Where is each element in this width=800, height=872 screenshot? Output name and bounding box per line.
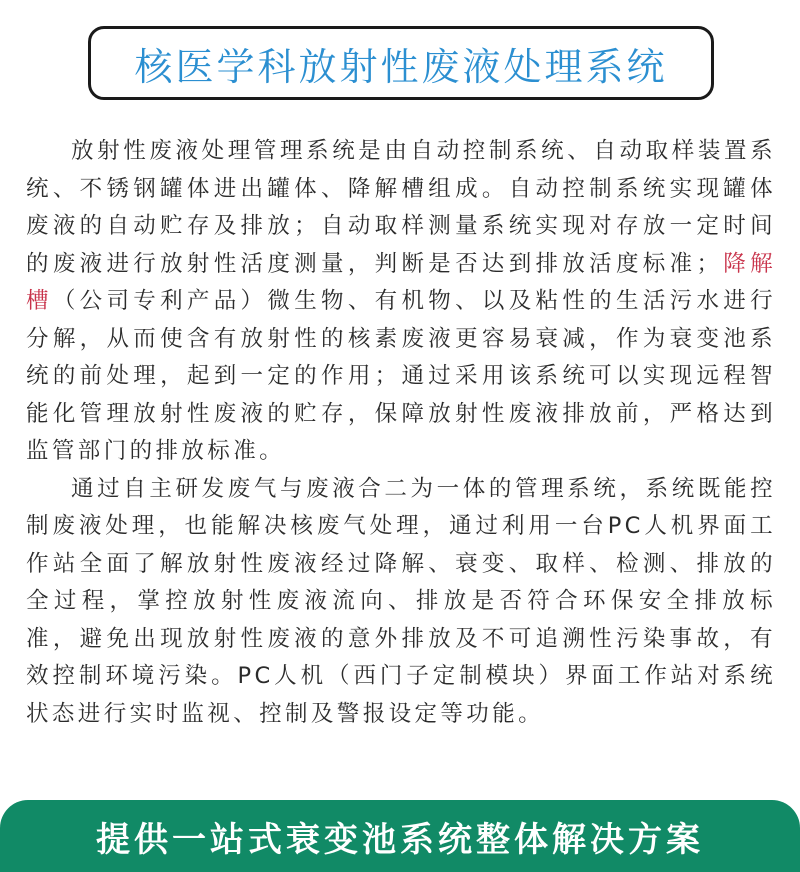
paragraph-1-text-after: （公司专利产品）微生物、有机物、以及粘性的生活污水进行分解，从而使含有放射性的核素废液更容易衰减，作为衰变池系统的前处理，起到一定的作用；通过采用该系统可以实现远程智能化管理放射性废液的贮存，保障放射性废液排放前，严格达到监管部门的排放标准。 bbox=[26, 288, 776, 464]
article-body bbox=[26, 133, 776, 733]
banner-slogan: 提供一站式衰变池系统整体解决方案 bbox=[96, 819, 704, 860]
paragraph-2: 通过自主研发废气与废液合二为一体的管理系统，系统既能控制废液处理，也能解决核废气处理，通过利用一台PC人机界面工作站全面了解放射性废液经过降解、衰变、取样、检测、排放的全过程，掌控放射性废液流向、排放是否符合环保安全排放标准，避免出现放射性废液的意外排放及不可追溯性污染事故，有效控制环境污染。PC人机（西门子定制模块）界面工作站对系统状态进行实时监视、控制及警报设定等功能。 bbox=[26, 475, 776, 727]
title-frame bbox=[88, 26, 714, 100]
footer-banner bbox=[0, 800, 800, 872]
highlight-product-name: 降解槽 bbox=[26, 250, 776, 314]
paragraph-1-text-before: 放射性废液处理管理系统是由自动控制系统、自动取样装置系统、不锈钢罐体进出罐体、降解槽组成。自动控制系统实现罐体废液的自动贮存及排放；自动取样测量系统实现对存放一定时间的废液进行放射性活度测量，判断是否达到排放活度标准； bbox=[26, 138, 776, 277]
paragraph-1 bbox=[26, 133, 776, 471]
page-title: 核医学科放射性废液处理系统 bbox=[134, 44, 668, 89]
